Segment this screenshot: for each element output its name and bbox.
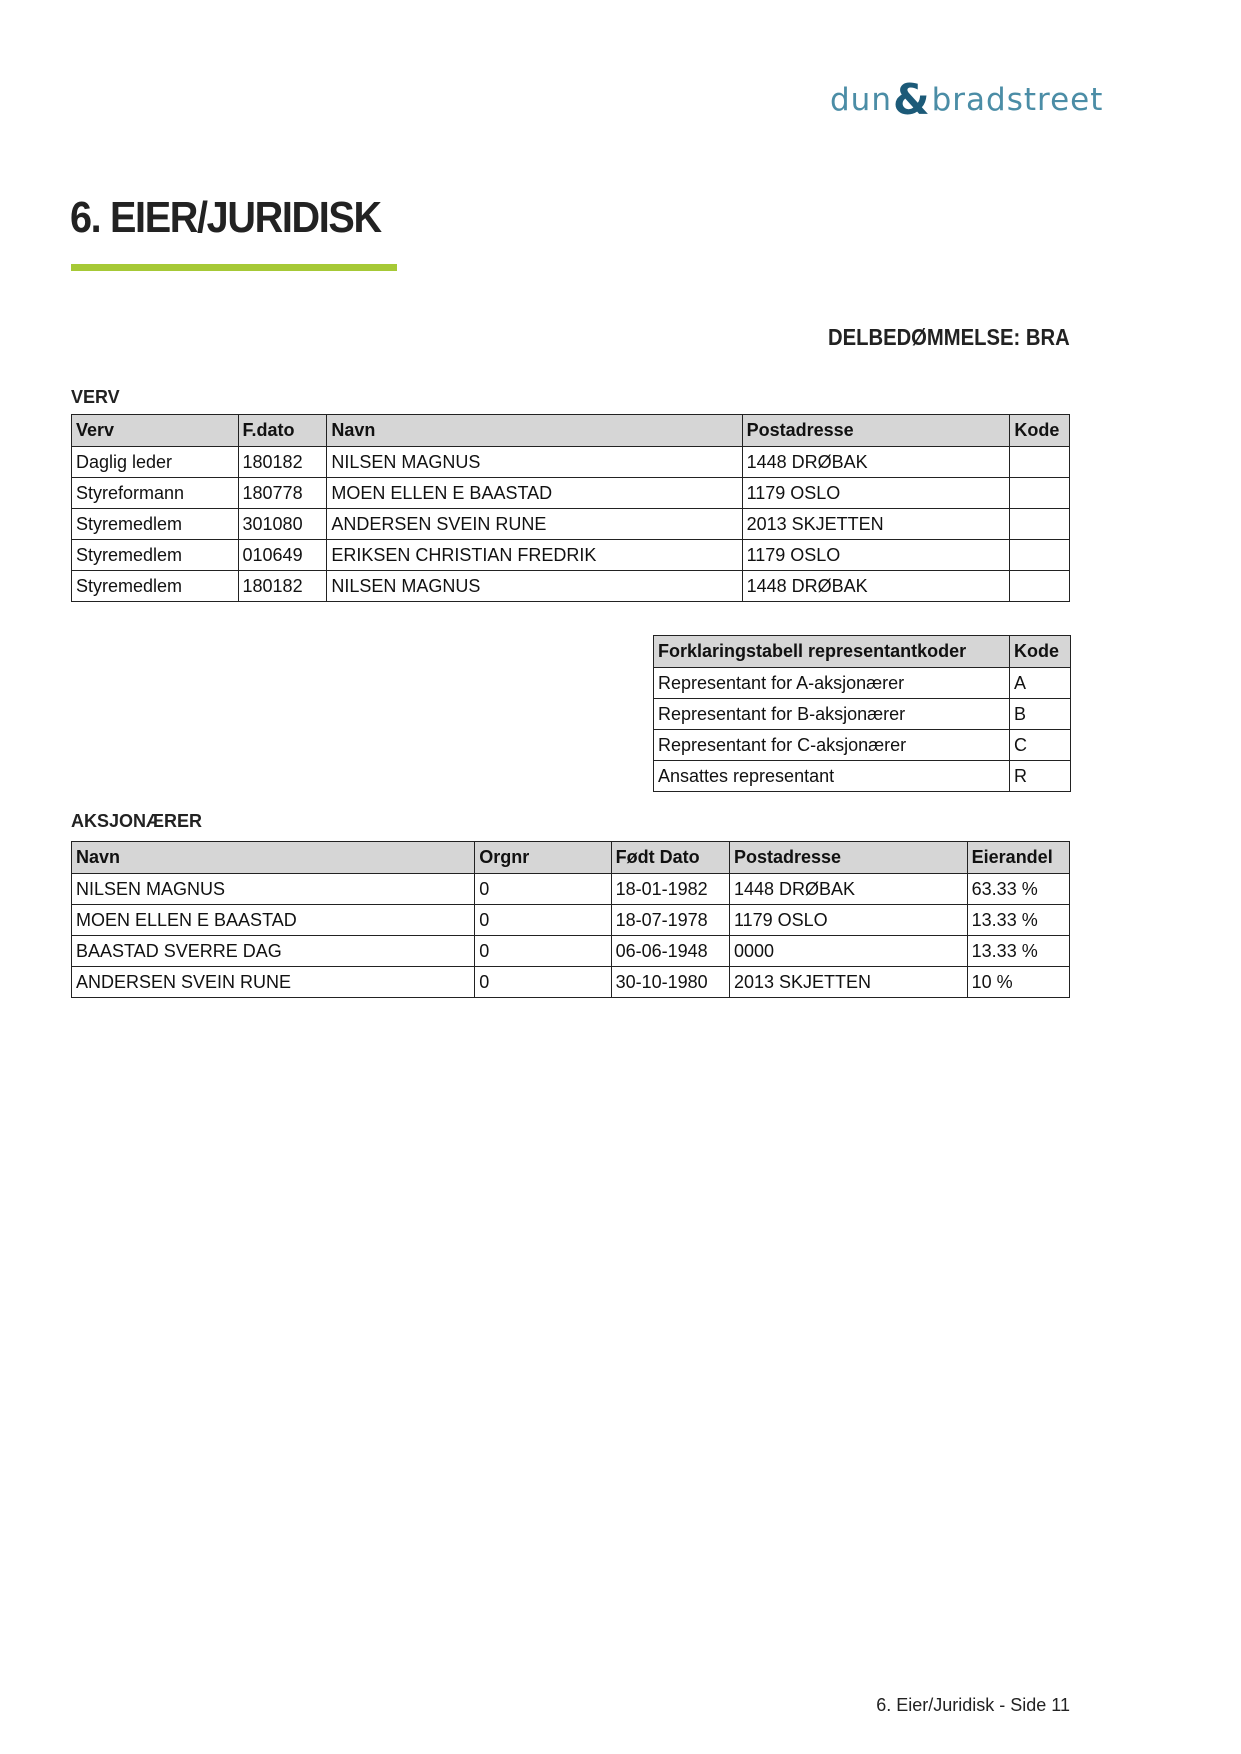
cell-postadresse: 0000	[729, 936, 967, 967]
cell-eierandel: 63.33 %	[967, 874, 1069, 905]
table-row	[72, 905, 1070, 936]
cell-navn: MOEN ELLEN E BAASTAD	[72, 905, 475, 936]
table-row	[72, 571, 1070, 602]
aksj-col-postadresse: Postadresse	[729, 842, 967, 874]
kode-col-kode: Kode	[1010, 636, 1071, 668]
cell-orgnr: 0	[475, 905, 611, 936]
verv-col-navn: Navn	[327, 415, 742, 447]
cell-verv: Styremedlem	[72, 509, 239, 540]
cell-kode	[1010, 540, 1070, 571]
kode-header-row	[654, 636, 1071, 668]
cell-navn: BAASTAD SVERRE DAG	[72, 936, 475, 967]
verv-col-fdato: F.dato	[238, 415, 327, 447]
table-row	[654, 730, 1071, 761]
representative-codes-table	[653, 635, 1071, 792]
table-row	[654, 668, 1071, 699]
logo-text-bradstreet: bradstreet	[931, 82, 1104, 118]
cell-fdato: 010649	[238, 540, 327, 571]
table-row	[72, 478, 1070, 509]
cell-postadresse: 1448 DRØBAK	[742, 447, 1010, 478]
cell-kode: C	[1010, 730, 1071, 761]
aksj-col-navn: Navn	[72, 842, 475, 874]
kode-col-forklaring: Forklaringstabell representantkoder	[654, 636, 1010, 668]
verv-col-kode: Kode	[1010, 415, 1070, 447]
cell-navn: NILSEN MAGNUS	[72, 874, 475, 905]
cell-kode	[1010, 571, 1070, 602]
cell-fodt-dato: 18-01-1982	[611, 874, 729, 905]
cell-orgnr: 0	[475, 967, 611, 998]
table-row	[72, 936, 1070, 967]
aksjonaerer-table	[71, 841, 1070, 998]
cell-verv: Styreformann	[72, 478, 239, 509]
cell-eierandel: 10 %	[967, 967, 1069, 998]
table-row	[654, 761, 1071, 792]
cell-navn: NILSEN MAGNUS	[327, 447, 742, 478]
cell-kode: R	[1010, 761, 1071, 792]
table-row	[72, 540, 1070, 571]
verv-col-verv: Verv	[72, 415, 239, 447]
cell-forklaring: Ansattes representant	[654, 761, 1010, 792]
cell-kode	[1010, 509, 1070, 540]
cell-orgnr: 0	[475, 936, 611, 967]
table-row	[72, 447, 1070, 478]
page-footer: 6. Eier/Juridisk - Side 11	[876, 1695, 1070, 1715]
cell-fdato: 180182	[238, 447, 327, 478]
cell-kode: A	[1010, 668, 1071, 699]
cell-eierandel: 13.33 %	[967, 905, 1069, 936]
cell-fdato: 301080	[238, 509, 327, 540]
cell-kode	[1010, 447, 1070, 478]
cell-fodt-dato: 18-07-1978	[611, 905, 729, 936]
aksj-header-row	[72, 842, 1070, 874]
cell-orgnr: 0	[475, 874, 611, 905]
table-row	[72, 874, 1070, 905]
table-row	[654, 699, 1071, 730]
cell-postadresse: 1179 OSLO	[742, 478, 1010, 509]
logo-ampersand: &	[892, 75, 931, 124]
cell-fdato: 180778	[238, 478, 327, 509]
cell-fodt-dato: 06-06-1948	[611, 936, 729, 967]
verv-heading: VERV	[71, 387, 120, 407]
cell-kode	[1010, 478, 1070, 509]
cell-verv: Styremedlem	[72, 540, 239, 571]
cell-forklaring: Representant for C-aksjonærer	[654, 730, 1010, 761]
cell-forklaring: Representant for B-aksjonærer	[654, 699, 1010, 730]
verv-header-row	[72, 415, 1070, 447]
cell-eierandel: 13.33 %	[967, 936, 1069, 967]
cell-postadresse: 1448 DRØBAK	[729, 874, 967, 905]
aksj-col-eierandel: Eierandel	[967, 842, 1069, 874]
rating-label: DELBEDØMMELSE: BRA	[828, 324, 1070, 350]
cell-postadresse: 1448 DRØBAK	[742, 571, 1010, 602]
title-underline	[71, 264, 397, 271]
verv-table	[71, 414, 1070, 602]
cell-verv: Daglig leder	[72, 447, 239, 478]
aksj-col-orgnr: Orgnr	[475, 842, 611, 874]
cell-navn: ERIKSEN CHRISTIAN FREDRIK	[327, 540, 742, 571]
cell-kode: B	[1010, 699, 1071, 730]
cell-navn: NILSEN MAGNUS	[327, 571, 742, 602]
aksjonaerer-heading: AKSJONÆRER	[71, 811, 203, 831]
logo-text-dun: dun	[830, 82, 892, 118]
cell-fodt-dato: 30-10-1980	[611, 967, 729, 998]
cell-postadresse: 1179 OSLO	[729, 905, 967, 936]
cell-navn: MOEN ELLEN E BAASTAD	[327, 478, 742, 509]
dun-bradstreet-logo	[830, 75, 1104, 124]
cell-postadresse: 1179 OSLO	[742, 540, 1010, 571]
cell-navn: ANDERSEN SVEIN RUNE	[327, 509, 742, 540]
cell-navn: ANDERSEN SVEIN RUNE	[72, 967, 475, 998]
section-title: 6. EIER/JURIDISK	[70, 193, 381, 242]
cell-postadresse: 2013 SKJETTEN	[742, 509, 1010, 540]
cell-postadresse: 2013 SKJETTEN	[729, 967, 967, 998]
cell-forklaring: Representant for A-aksjonærer	[654, 668, 1010, 699]
table-row	[72, 509, 1070, 540]
table-row	[72, 967, 1070, 998]
verv-col-postadresse: Postadresse	[742, 415, 1010, 447]
cell-verv: Styremedlem	[72, 571, 239, 602]
cell-fdato: 180182	[238, 571, 327, 602]
aksj-col-fodt-dato: Født Dato	[611, 842, 729, 874]
